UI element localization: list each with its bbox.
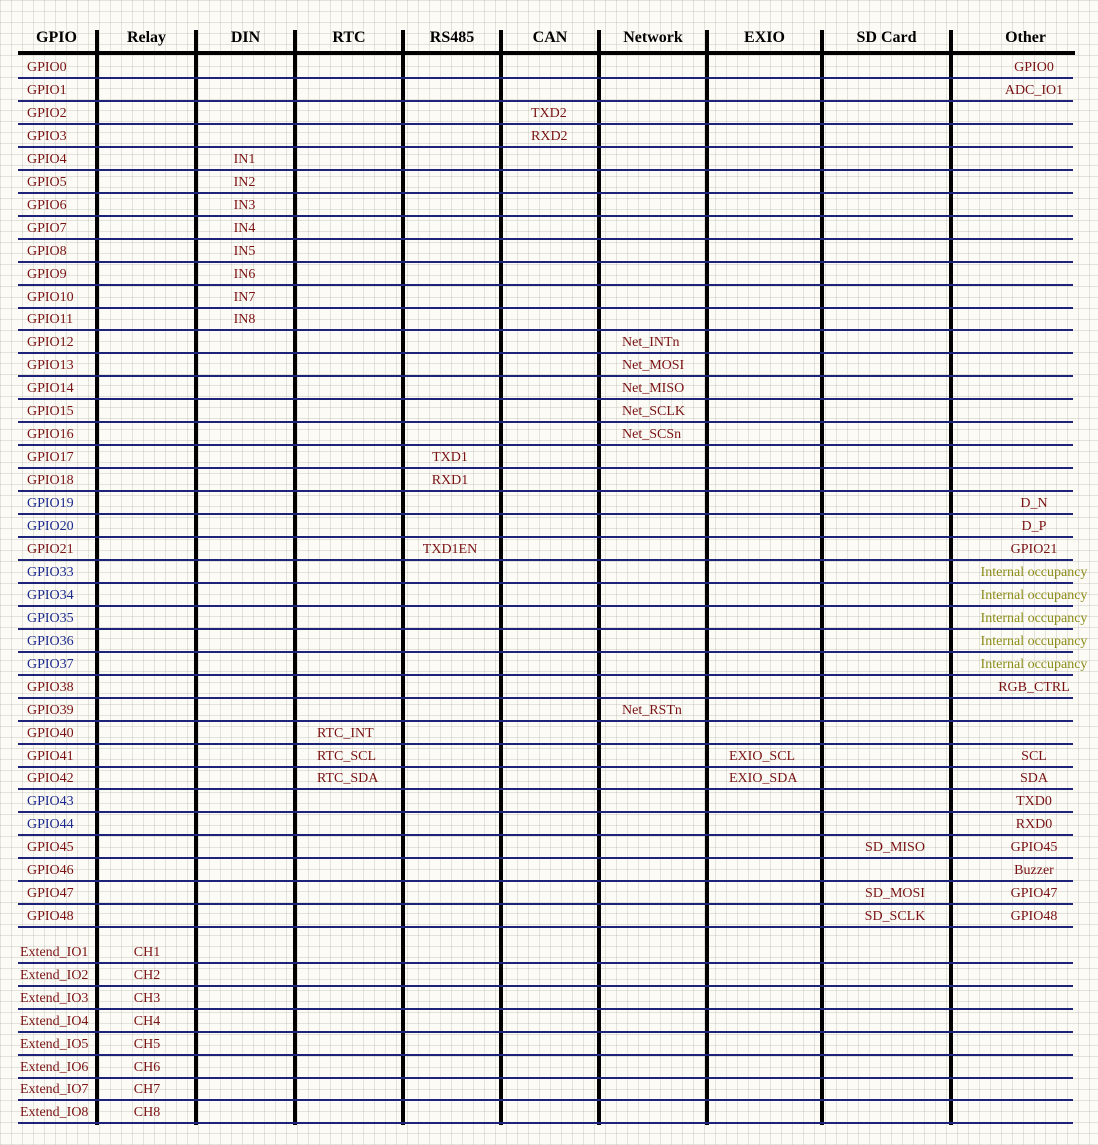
other-cell: GPIO21 bbox=[1010, 542, 1058, 557]
exio-cell: EXIO_SDA bbox=[729, 771, 798, 786]
other-cell: Internal occupancy bbox=[980, 634, 1088, 649]
row-line bbox=[18, 352, 1073, 354]
row-line bbox=[18, 743, 1073, 745]
din-cell: IN1 bbox=[233, 152, 256, 167]
row-line bbox=[18, 238, 1073, 240]
other-cell: Internal occupancy bbox=[980, 657, 1088, 672]
row-line bbox=[18, 788, 1073, 790]
row-line bbox=[18, 444, 1073, 446]
row-line bbox=[18, 536, 1073, 538]
gpio-cell: GPIO6 bbox=[27, 198, 67, 213]
gpio-cell: GPIO10 bbox=[27, 290, 74, 305]
other-cell: Internal occupancy bbox=[980, 565, 1088, 580]
gpio-cell: GPIO4 bbox=[27, 152, 67, 167]
row-line bbox=[18, 834, 1073, 836]
extend-io-cell: Extend_IO7 bbox=[20, 1082, 89, 1097]
row-line bbox=[18, 985, 1073, 987]
row-line bbox=[18, 674, 1073, 676]
row-line bbox=[18, 261, 1073, 263]
other-cell: SCL bbox=[1021, 749, 1047, 764]
header-rule bbox=[18, 51, 1075, 55]
header-rtc: RTC bbox=[332, 29, 366, 46]
row-line bbox=[18, 766, 1073, 768]
row-line bbox=[18, 857, 1073, 859]
gpio-cell: GPIO19 bbox=[27, 496, 74, 511]
column-separator bbox=[499, 30, 503, 1125]
row-line bbox=[18, 582, 1073, 584]
header-sd-card: SD Card bbox=[856, 29, 917, 46]
row-line bbox=[18, 169, 1073, 171]
gpio-cell: GPIO8 bbox=[27, 244, 67, 259]
row-line bbox=[18, 559, 1073, 561]
gpio-cell: GPIO7 bbox=[27, 221, 67, 236]
header-can: CAN bbox=[532, 29, 568, 46]
rtc-cell: RTC_SCL bbox=[317, 749, 377, 764]
other-cell: ADC_IO1 bbox=[1004, 83, 1064, 98]
row-line bbox=[18, 398, 1073, 400]
row-line bbox=[18, 1008, 1073, 1010]
gpio-cell: GPIO44 bbox=[27, 817, 74, 832]
row-line bbox=[18, 146, 1073, 148]
gpio-cell: GPIO33 bbox=[27, 565, 74, 580]
column-separator bbox=[949, 30, 953, 1125]
column-separator bbox=[597, 30, 601, 1125]
extend-io-cell: Extend_IO4 bbox=[20, 1014, 89, 1029]
network-cell: Net_SCSn bbox=[622, 427, 682, 442]
row-line bbox=[18, 811, 1073, 813]
sd-cell: SD_MISO bbox=[865, 840, 925, 855]
row-line bbox=[18, 605, 1073, 607]
other-cell: Buzzer bbox=[1014, 863, 1054, 878]
relay-cell: CH5 bbox=[133, 1037, 161, 1052]
gpio-cell: GPIO20 bbox=[27, 519, 74, 534]
other-cell: GPIO48 bbox=[1010, 909, 1058, 924]
column-separator bbox=[401, 30, 405, 1125]
row-line bbox=[18, 628, 1073, 630]
din-cell: IN8 bbox=[233, 312, 256, 327]
gpio-cell: GPIO35 bbox=[27, 611, 74, 626]
rtc-cell: RTC_INT bbox=[317, 726, 374, 741]
extend-io-cell: Extend_IO1 bbox=[20, 945, 89, 960]
row-line bbox=[18, 651, 1073, 653]
row-line bbox=[18, 1099, 1073, 1101]
gpio-cell: GPIO47 bbox=[27, 886, 74, 901]
other-cell: SDA bbox=[1019, 771, 1048, 786]
network-cell: Net_INTn bbox=[622, 335, 680, 350]
other-cell: GPIO47 bbox=[1010, 886, 1058, 901]
row-line bbox=[18, 467, 1073, 469]
gpio-cell: GPIO21 bbox=[27, 542, 74, 557]
din-cell: IN4 bbox=[233, 221, 256, 236]
row-line bbox=[18, 1031, 1073, 1033]
other-cell: RXD0 bbox=[1015, 817, 1053, 832]
row-line bbox=[18, 720, 1073, 722]
row-line bbox=[18, 1054, 1073, 1056]
row-line bbox=[18, 926, 1073, 928]
header-exio: EXIO bbox=[744, 29, 785, 46]
sd-cell: SD_MOSI bbox=[865, 886, 925, 901]
column-separator bbox=[293, 30, 297, 1125]
row-line bbox=[18, 903, 1073, 905]
can-cell: TXD2 bbox=[531, 106, 567, 121]
row-line bbox=[18, 697, 1073, 699]
row-line bbox=[18, 192, 1073, 194]
column-separator bbox=[820, 30, 824, 1125]
relay-cell: CH2 bbox=[133, 968, 161, 983]
can-cell: RXD2 bbox=[531, 129, 568, 144]
rs485-cell: RXD1 bbox=[431, 473, 469, 488]
gpio-cell: GPIO38 bbox=[27, 680, 74, 695]
gpio-cell: GPIO5 bbox=[27, 175, 67, 190]
gpio-cell: GPIO11 bbox=[27, 312, 74, 327]
gpio-cell: GPIO45 bbox=[27, 840, 74, 855]
din-cell: IN7 bbox=[233, 290, 256, 305]
column-separator bbox=[194, 30, 198, 1125]
sd-cell: SD_SCLK bbox=[864, 909, 926, 924]
gpio-cell: GPIO39 bbox=[27, 703, 74, 718]
header-other: Other bbox=[1005, 29, 1046, 46]
gpio-cell: GPIO17 bbox=[27, 450, 74, 465]
din-cell: IN3 bbox=[233, 198, 256, 213]
gpio-cell: GPIO37 bbox=[27, 657, 74, 672]
din-cell: IN6 bbox=[233, 267, 256, 282]
network-cell: Net_SCLK bbox=[622, 404, 685, 419]
gpio-cell: GPIO14 bbox=[27, 381, 74, 396]
gpio-cell: GPIO9 bbox=[27, 267, 67, 282]
row-line bbox=[18, 215, 1073, 217]
gpio-cell: GPIO15 bbox=[27, 404, 74, 419]
other-cell: D_P bbox=[1021, 519, 1047, 534]
other-cell: D_N bbox=[1020, 496, 1048, 511]
header-network: Network bbox=[623, 29, 683, 46]
extend-io-cell: Extend_IO3 bbox=[20, 991, 89, 1006]
row-line bbox=[18, 77, 1073, 79]
gpio-cell: GPIO42 bbox=[27, 771, 74, 786]
row-line bbox=[18, 962, 1073, 964]
row-line bbox=[18, 421, 1073, 423]
din-cell: IN2 bbox=[233, 175, 256, 190]
gpio-cell: GPIO0 bbox=[27, 60, 67, 75]
extend-io-cell: Extend_IO2 bbox=[20, 968, 89, 983]
row-line bbox=[18, 1077, 1073, 1079]
row-line bbox=[18, 1122, 1073, 1124]
row-line bbox=[18, 513, 1073, 515]
row-line bbox=[18, 490, 1073, 492]
relay-cell: CH6 bbox=[133, 1060, 161, 1075]
gpio-cell: GPIO46 bbox=[27, 863, 74, 878]
gpio-cell: GPIO3 bbox=[27, 129, 67, 144]
network-cell: Net_MOSI bbox=[622, 358, 685, 373]
relay-cell: CH4 bbox=[133, 1014, 161, 1029]
gpio-cell: GPIO36 bbox=[27, 634, 74, 649]
exio-cell: EXIO_SCL bbox=[729, 749, 796, 764]
relay-cell: CH3 bbox=[133, 991, 161, 1006]
extend-io-cell: Extend_IO8 bbox=[20, 1105, 89, 1120]
header-relay: Relay bbox=[126, 29, 167, 46]
header-rs485: RS485 bbox=[429, 29, 475, 46]
other-cell: Internal occupancy bbox=[980, 611, 1088, 626]
other-cell: RGB_CTRL bbox=[998, 680, 1070, 695]
din-cell: IN5 bbox=[233, 244, 256, 259]
other-cell: TXD0 bbox=[1016, 794, 1052, 809]
row-line bbox=[18, 307, 1073, 309]
network-cell: Net_MISO bbox=[622, 381, 685, 396]
column-separator bbox=[705, 30, 709, 1125]
rs485-cell: TXD1 bbox=[432, 450, 468, 465]
row-line bbox=[18, 880, 1073, 882]
rtc-cell: RTC_SDA bbox=[317, 771, 379, 786]
gpio-cell: GPIO18 bbox=[27, 473, 74, 488]
gpio-cell: GPIO48 bbox=[27, 909, 74, 924]
header-din: DIN bbox=[230, 29, 261, 46]
row-line bbox=[18, 329, 1073, 331]
other-cell: GPIO45 bbox=[1010, 840, 1058, 855]
other-cell: Internal occupancy bbox=[980, 588, 1088, 603]
gpio-cell: GPIO13 bbox=[27, 358, 74, 373]
network-cell: Net_RSTn bbox=[622, 703, 682, 718]
extend-io-cell: Extend_IO6 bbox=[20, 1060, 89, 1075]
relay-cell: CH1 bbox=[133, 945, 161, 960]
header-gpio: GPIO bbox=[36, 29, 77, 46]
gpio-cell: GPIO43 bbox=[27, 794, 74, 809]
relay-cell: CH7 bbox=[133, 1082, 161, 1097]
gpio-cell: GPIO40 bbox=[27, 726, 74, 741]
extend-io-cell: Extend_IO5 bbox=[20, 1037, 89, 1052]
gpio-cell: GPIO2 bbox=[27, 106, 67, 121]
row-line bbox=[18, 100, 1073, 102]
relay-cell: CH8 bbox=[133, 1105, 161, 1120]
row-line bbox=[18, 123, 1073, 125]
gpio-cell: GPIO16 bbox=[27, 427, 74, 442]
gpio-cell: GPIO1 bbox=[27, 83, 67, 98]
row-line bbox=[18, 375, 1073, 377]
gpio-cell: GPIO34 bbox=[27, 588, 74, 603]
rs485-cell: TXD1EN bbox=[422, 542, 478, 557]
row-line bbox=[18, 284, 1073, 286]
gpio-cell: GPIO41 bbox=[27, 749, 74, 764]
other-cell: GPIO0 bbox=[1014, 60, 1054, 75]
gpio-cell: GPIO12 bbox=[27, 335, 74, 350]
